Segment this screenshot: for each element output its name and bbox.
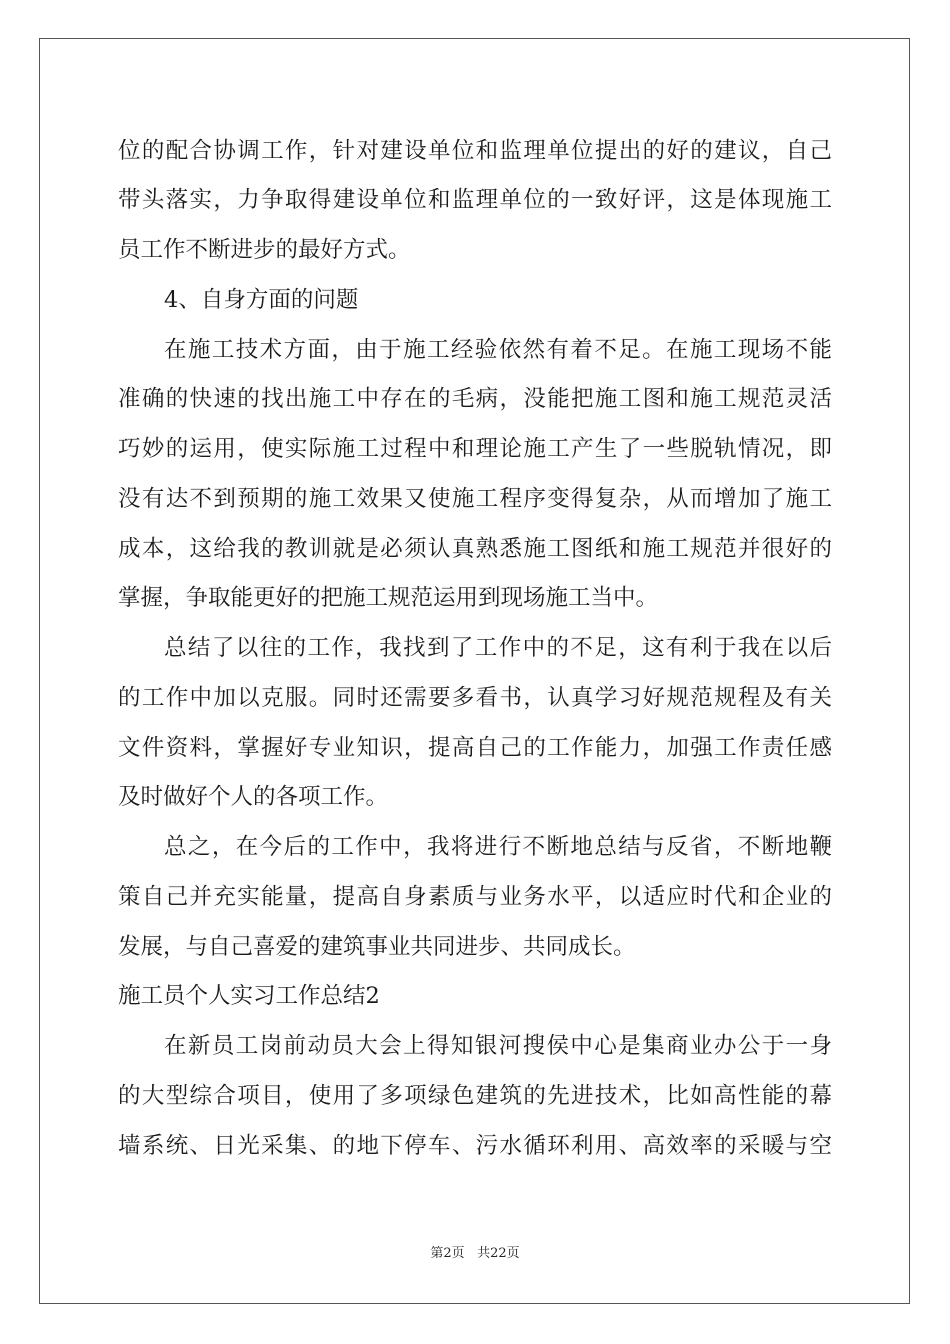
text-line: 位的配合协调工作，针对建设单位和监理单位提出的好的建议，自己 [118, 138, 832, 164]
text-line: 掌握，争取能更好的把施工规范运用到现场施工当中。 [118, 585, 659, 611]
text-line: 成本，这给我的教训就是必须认真熟悉施工图纸和施工规范并很好的 [118, 536, 832, 562]
text-line: 发展，与自己喜爱的建筑事业共同进步、共同成长。 [118, 934, 636, 960]
text-line: 总之，在今后的工作中，我将进行不断地总结与反省，不断地鞭 [164, 834, 832, 860]
text-line: 的大型综合项目，使用了多项绿色建筑的先进技术，比如高性能的幕 [118, 1083, 832, 1109]
text-line: 带头落实，力争取得建设单位和监理单位的一致好评，这是体现施工 [118, 187, 832, 213]
text-line: 墙系统、日光采集、的地下停车、污水循环利用、高效率的采暖与空 [118, 1133, 832, 1159]
page-footer [0, 1246, 950, 1262]
page-border [39, 38, 910, 1304]
text-line: 在施工技术方面，由于施工经验依然有着不足。在施工现场不能 [164, 337, 832, 363]
text-line: 的工作中加以克服。同时还需要多看书，认真学习好规范规程及有关 [118, 685, 832, 711]
text-line: 及时做好个人的各项工作。 [118, 784, 389, 810]
text-line: 员工作不断进步的最好方式。 [118, 237, 411, 263]
text-line: 巧妙的运用，使实际施工过程中和理论施工产生了一些脱轨情况，即 [118, 436, 832, 462]
text-line: 策自己并充实能量，提高自身素质与业务水平，以适应时代和企业的 [118, 884, 832, 910]
article-title: 施工员个人实习工作总结2 [118, 983, 380, 1009]
text-line: 文件资料，掌握好专业知识，提高自己的工作能力，加强工作责任感 [118, 735, 832, 761]
section-heading: 4、自身方面的问题 [164, 287, 359, 313]
page-total: 共22页 [477, 1246, 520, 1261]
text-line: 没有达不到预期的施工效果又使施工程序变得复杂，从而增加了施工 [118, 486, 832, 512]
text-line: 在新员工岗前动员大会上得知银河搜侯中心是集商业办公于一身 [164, 1033, 832, 1059]
page-number: 第2页 [430, 1246, 465, 1261]
text-line: 总结了以往的工作，我找到了工作中的不足，这有利于我在以后 [164, 635, 832, 661]
text-line: 准确的快速的找出施工中存在的毛病，没能把施工图和施工规范灵活 [118, 386, 832, 412]
